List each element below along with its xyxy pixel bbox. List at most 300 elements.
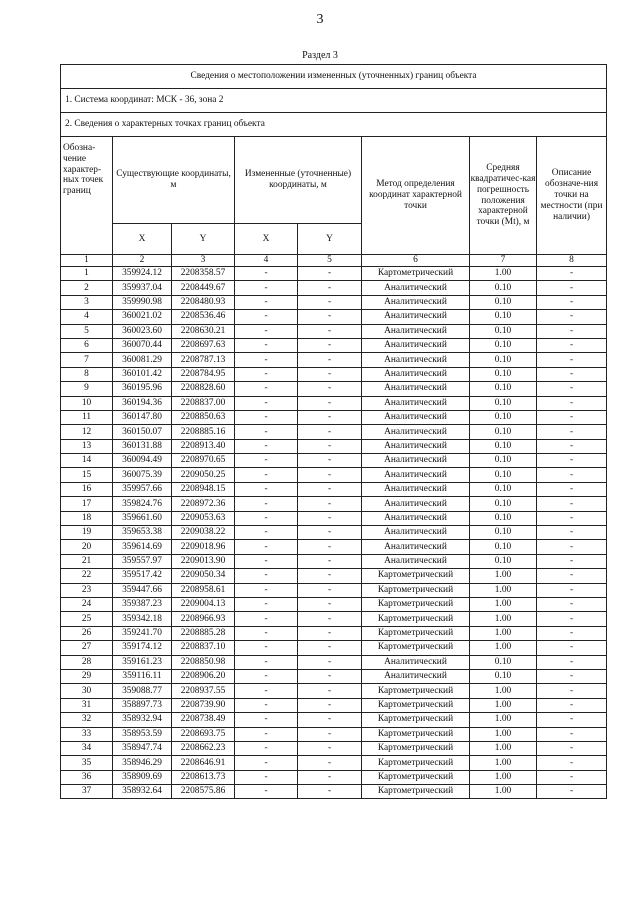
table-row	[61, 583, 607, 597]
table-row	[61, 626, 607, 640]
column-number: 3	[172, 255, 235, 267]
changed-x-cell: -	[235, 756, 298, 770]
accuracy-cell: 0.10	[470, 396, 537, 410]
method-cell: Аналитический	[362, 367, 470, 381]
changed-x-cell: -	[235, 770, 298, 784]
existing-x-cell: 359924.12	[113, 267, 172, 281]
changed-x-cell: -	[235, 382, 298, 396]
description-cell: -	[537, 338, 607, 352]
accuracy-cell: 0.10	[470, 353, 537, 367]
point-id-cell: 3	[61, 295, 113, 309]
column-number: 8	[537, 255, 607, 267]
column-number: 2	[113, 255, 172, 267]
accuracy-cell: 0.10	[470, 454, 537, 468]
existing-y-cell: 2209018.96	[172, 540, 235, 554]
method-cell: Аналитический	[362, 439, 470, 453]
changed-y-cell: -	[298, 727, 362, 741]
method-cell: Аналитический	[362, 353, 470, 367]
header-accuracy: Средняя квадратичес-кая погрешность положения характерной точки (Mt), м	[470, 137, 537, 255]
method-cell: Аналитический	[362, 338, 470, 352]
existing-x-cell: 359174.12	[113, 641, 172, 655]
existing-x-cell: 359342.18	[113, 612, 172, 626]
description-cell: -	[537, 612, 607, 626]
table-row	[61, 497, 607, 511]
method-cell: Аналитический	[362, 410, 470, 424]
existing-y-cell: 2208693.75	[172, 727, 235, 741]
table-row	[61, 526, 607, 540]
point-id-cell: 15	[61, 468, 113, 482]
point-id-cell: 9	[61, 382, 113, 396]
changed-y-cell: -	[298, 770, 362, 784]
point-id-cell: 7	[61, 353, 113, 367]
method-cell: Аналитический	[362, 295, 470, 309]
boundary-points-table	[60, 64, 607, 799]
existing-y-cell: 2208784.95	[172, 367, 235, 381]
changed-y-cell: -	[298, 540, 362, 554]
existing-x-cell: 358909.69	[113, 770, 172, 784]
changed-x-cell: -	[235, 684, 298, 698]
existing-y-cell: 2209038.22	[172, 526, 235, 540]
table-row	[61, 569, 607, 583]
method-cell: Картометрический	[362, 713, 470, 727]
description-cell: -	[537, 554, 607, 568]
point-id-cell: 23	[61, 583, 113, 597]
table-row	[61, 295, 607, 309]
table-row	[61, 727, 607, 741]
changed-x-cell: -	[235, 425, 298, 439]
method-cell: Аналитический	[362, 526, 470, 540]
column-number: 1	[61, 255, 113, 267]
table-row	[61, 367, 607, 381]
table-row	[61, 468, 607, 482]
changed-x-cell: -	[235, 338, 298, 352]
header-existing-x: X	[113, 224, 172, 255]
point-id-cell: 13	[61, 439, 113, 453]
existing-y-cell: 2209050.34	[172, 569, 235, 583]
existing-y-cell: 2208913.40	[172, 439, 235, 453]
method-cell: Аналитический	[362, 482, 470, 496]
existing-x-cell: 360070.44	[113, 338, 172, 352]
header-existing-y: Y	[172, 224, 235, 255]
point-id-cell: 31	[61, 698, 113, 712]
header-existing-coordinates: Существующие координаты, м	[113, 137, 235, 224]
existing-y-cell: 2208449.67	[172, 281, 235, 295]
table-row	[61, 785, 607, 799]
changed-y-cell: -	[298, 367, 362, 381]
accuracy-cell: 0.10	[470, 655, 537, 669]
changed-x-cell: -	[235, 267, 298, 281]
existing-y-cell: 2208613.73	[172, 770, 235, 784]
accuracy-cell: 0.10	[470, 554, 537, 568]
method-cell: Аналитический	[362, 425, 470, 439]
changed-x-cell: -	[235, 597, 298, 611]
point-id-cell: 2	[61, 281, 113, 295]
point-id-cell: 29	[61, 669, 113, 683]
accuracy-cell: 1.00	[470, 684, 537, 698]
point-id-cell: 30	[61, 684, 113, 698]
accuracy-cell: 1.00	[470, 727, 537, 741]
method-cell: Аналитический	[362, 324, 470, 338]
description-cell: -	[537, 727, 607, 741]
column-number: 4	[235, 255, 298, 267]
changed-y-cell: -	[298, 655, 362, 669]
changed-x-cell: -	[235, 410, 298, 424]
existing-y-cell: 2208937.55	[172, 684, 235, 698]
description-cell: -	[537, 669, 607, 683]
accuracy-cell: 1.00	[470, 626, 537, 640]
table-row	[61, 612, 607, 626]
accuracy-cell: 1.00	[470, 698, 537, 712]
existing-x-cell: 359957.66	[113, 482, 172, 496]
existing-y-cell: 2208885.28	[172, 626, 235, 640]
description-cell: -	[537, 583, 607, 597]
description-cell: -	[537, 540, 607, 554]
description-cell: -	[537, 511, 607, 525]
changed-x-cell: -	[235, 454, 298, 468]
column-number-row	[61, 255, 607, 267]
header-point-designation: Обозна-чение характер-ных точек границ	[61, 137, 113, 255]
existing-y-cell: 2208958.61	[172, 583, 235, 597]
point-id-cell: 26	[61, 626, 113, 640]
accuracy-cell: 0.10	[470, 669, 537, 683]
method-cell: Картометрический	[362, 756, 470, 770]
table-row	[61, 281, 607, 295]
point-id-cell: 14	[61, 454, 113, 468]
accuracy-cell: 0.10	[470, 310, 537, 324]
existing-y-cell: 2208828.60	[172, 382, 235, 396]
method-cell: Картометрический	[362, 727, 470, 741]
existing-y-cell: 2208850.98	[172, 655, 235, 669]
point-id-cell: 24	[61, 597, 113, 611]
description-cell: -	[537, 770, 607, 784]
changed-y-cell: -	[298, 554, 362, 568]
existing-y-cell: 2208575.86	[172, 785, 235, 799]
description-cell: -	[537, 497, 607, 511]
existing-x-cell: 358946.29	[113, 756, 172, 770]
method-cell: Картометрический	[362, 267, 470, 281]
changed-x-cell: -	[235, 669, 298, 683]
existing-x-cell: 359116.11	[113, 669, 172, 683]
method-cell: Картометрический	[362, 626, 470, 640]
existing-x-cell: 359990.98	[113, 295, 172, 309]
column-number: 6	[362, 255, 470, 267]
existing-x-cell: 360147.80	[113, 410, 172, 424]
changed-y-cell: -	[298, 353, 362, 367]
method-cell: Картометрический	[362, 583, 470, 597]
changed-x-cell: -	[235, 367, 298, 381]
changed-y-cell: -	[298, 785, 362, 799]
table-row	[61, 382, 607, 396]
table-title: Сведения о местоположении измененных (уточненных) границ объекта	[61, 65, 607, 89]
existing-y-cell: 2208358.57	[172, 267, 235, 281]
description-cell: -	[537, 569, 607, 583]
table-row	[61, 669, 607, 683]
changed-x-cell: -	[235, 713, 298, 727]
point-id-cell: 11	[61, 410, 113, 424]
existing-y-cell: 2208662.23	[172, 741, 235, 755]
column-number: 7	[470, 255, 537, 267]
table-row	[61, 511, 607, 525]
method-cell: Аналитический	[362, 554, 470, 568]
changed-y-cell: -	[298, 669, 362, 683]
existing-x-cell: 358947.74	[113, 741, 172, 755]
changed-x-cell: -	[235, 353, 298, 367]
existing-x-cell: 358932.94	[113, 713, 172, 727]
method-cell: Картометрический	[362, 785, 470, 799]
changed-y-cell: -	[298, 410, 362, 424]
point-id-cell: 12	[61, 425, 113, 439]
description-cell: -	[537, 353, 607, 367]
changed-y-cell: -	[298, 569, 362, 583]
table-row	[61, 267, 607, 281]
method-cell: Аналитический	[362, 281, 470, 295]
accuracy-cell: 0.10	[470, 526, 537, 540]
point-id-cell: 10	[61, 396, 113, 410]
method-cell: Картометрический	[362, 741, 470, 755]
existing-y-cell: 2208787.13	[172, 353, 235, 367]
point-id-cell: 5	[61, 324, 113, 338]
description-cell: -	[537, 684, 607, 698]
accuracy-cell: 0.10	[470, 324, 537, 338]
table-row	[61, 353, 607, 367]
existing-x-cell: 359661.60	[113, 511, 172, 525]
table-body	[61, 267, 607, 799]
method-cell: Аналитический	[362, 382, 470, 396]
accuracy-cell: 0.10	[470, 482, 537, 496]
point-id-cell: 32	[61, 713, 113, 727]
existing-x-cell: 360094.49	[113, 454, 172, 468]
description-cell: -	[537, 310, 607, 324]
table-row	[61, 698, 607, 712]
point-id-cell: 36	[61, 770, 113, 784]
changed-x-cell: -	[235, 785, 298, 799]
existing-y-cell: 2208480.93	[172, 295, 235, 309]
changed-x-cell: -	[235, 468, 298, 482]
point-id-cell: 33	[61, 727, 113, 741]
changed-y-cell: -	[298, 511, 362, 525]
existing-x-cell: 359517.42	[113, 569, 172, 583]
changed-x-cell: -	[235, 396, 298, 410]
accuracy-cell: 1.00	[470, 612, 537, 626]
changed-x-cell: -	[235, 641, 298, 655]
existing-x-cell: 359088.77	[113, 684, 172, 698]
method-cell: Картометрический	[362, 641, 470, 655]
accuracy-cell: 0.10	[470, 295, 537, 309]
existing-y-cell: 2208837.10	[172, 641, 235, 655]
existing-x-cell: 360023.60	[113, 324, 172, 338]
changed-y-cell: -	[298, 626, 362, 640]
boundary-table-frame	[60, 64, 606, 799]
changed-y-cell: -	[298, 482, 362, 496]
point-id-cell: 27	[61, 641, 113, 655]
section-label: Раздел 3	[302, 50, 338, 61]
table-row	[61, 655, 607, 669]
changed-y-cell: -	[298, 698, 362, 712]
method-cell: Картометрический	[362, 612, 470, 626]
point-id-cell: 1	[61, 267, 113, 281]
changed-y-cell: -	[298, 439, 362, 453]
changed-y-cell: -	[298, 597, 362, 611]
existing-x-cell: 360075.39	[113, 468, 172, 482]
accuracy-cell: 1.00	[470, 583, 537, 597]
changed-y-cell: -	[298, 295, 362, 309]
point-id-cell: 28	[61, 655, 113, 669]
changed-x-cell: -	[235, 497, 298, 511]
description-cell: -	[537, 741, 607, 755]
description-cell: -	[537, 756, 607, 770]
existing-x-cell: 360101.42	[113, 367, 172, 381]
description-cell: -	[537, 655, 607, 669]
description-cell: -	[537, 526, 607, 540]
existing-y-cell: 2208738.49	[172, 713, 235, 727]
table-row	[61, 741, 607, 755]
changed-x-cell: -	[235, 295, 298, 309]
existing-x-cell: 358897.73	[113, 698, 172, 712]
changed-y-cell: -	[298, 281, 362, 295]
points-section-title: 2. Сведения о характерных точках границ объекта	[61, 113, 607, 137]
changed-y-cell: -	[298, 468, 362, 482]
existing-x-cell: 359161.23	[113, 655, 172, 669]
method-cell: Картометрический	[362, 698, 470, 712]
table-row	[61, 641, 607, 655]
description-cell: -	[537, 410, 607, 424]
changed-x-cell: -	[235, 741, 298, 755]
existing-y-cell: 2208885.16	[172, 425, 235, 439]
description-cell: -	[537, 396, 607, 410]
existing-x-cell: 360081.29	[113, 353, 172, 367]
table-row	[61, 684, 607, 698]
existing-y-cell: 2208646.91	[172, 756, 235, 770]
table-row	[61, 338, 607, 352]
changed-y-cell: -	[298, 338, 362, 352]
description-cell: -	[537, 597, 607, 611]
table-row	[61, 439, 607, 453]
changed-x-cell: -	[235, 540, 298, 554]
description-cell: -	[537, 468, 607, 482]
accuracy-cell: 0.10	[470, 338, 537, 352]
accuracy-cell: 1.00	[470, 569, 537, 583]
changed-x-cell: -	[235, 324, 298, 338]
accuracy-cell: 1.00	[470, 741, 537, 755]
accuracy-cell: 0.10	[470, 382, 537, 396]
table-row	[61, 540, 607, 554]
coordinate-system-row: 1. Система координат: МСК - 36, зона 2	[61, 89, 607, 113]
description-cell: -	[537, 324, 607, 338]
description-cell: -	[537, 454, 607, 468]
changed-y-cell: -	[298, 583, 362, 597]
method-cell: Аналитический	[362, 540, 470, 554]
existing-x-cell: 358932.64	[113, 785, 172, 799]
method-cell: Аналитический	[362, 669, 470, 683]
table-row	[61, 597, 607, 611]
method-cell: Аналитический	[362, 511, 470, 525]
table-row	[61, 554, 607, 568]
changed-y-cell: -	[298, 526, 362, 540]
point-id-cell: 8	[61, 367, 113, 381]
point-id-cell: 19	[61, 526, 113, 540]
page-number: 3	[316, 12, 324, 27]
method-cell: Аналитический	[362, 655, 470, 669]
changed-y-cell: -	[298, 641, 362, 655]
description-cell: -	[537, 425, 607, 439]
accuracy-cell: 1.00	[470, 641, 537, 655]
changed-x-cell: -	[235, 612, 298, 626]
changed-y-cell: -	[298, 684, 362, 698]
existing-x-cell: 360021.02	[113, 310, 172, 324]
changed-x-cell: -	[235, 281, 298, 295]
existing-x-cell: 360131.88	[113, 439, 172, 453]
changed-y-cell: -	[298, 382, 362, 396]
changed-y-cell: -	[298, 713, 362, 727]
existing-x-cell: 360194.36	[113, 396, 172, 410]
point-id-cell: 22	[61, 569, 113, 583]
existing-x-cell: 359557.97	[113, 554, 172, 568]
table-row	[61, 770, 607, 784]
accuracy-cell: 0.10	[470, 425, 537, 439]
point-id-cell: 18	[61, 511, 113, 525]
table-row	[61, 410, 607, 424]
existing-x-cell: 359653.38	[113, 526, 172, 540]
existing-x-cell: 359937.04	[113, 281, 172, 295]
accuracy-cell: 0.10	[470, 468, 537, 482]
accuracy-cell: 1.00	[470, 785, 537, 799]
existing-y-cell: 2208970.65	[172, 454, 235, 468]
point-id-cell: 37	[61, 785, 113, 799]
changed-x-cell: -	[235, 554, 298, 568]
changed-x-cell: -	[235, 511, 298, 525]
existing-y-cell: 2208837.00	[172, 396, 235, 410]
method-cell: Картометрический	[362, 770, 470, 784]
accuracy-cell: 0.10	[470, 439, 537, 453]
accuracy-cell: 1.00	[470, 267, 537, 281]
description-cell: -	[537, 482, 607, 496]
changed-x-cell: -	[235, 583, 298, 597]
changed-x-cell: -	[235, 526, 298, 540]
accuracy-cell: 0.10	[470, 497, 537, 511]
header-changed-y: Y	[298, 224, 362, 255]
point-id-cell: 34	[61, 741, 113, 755]
changed-x-cell: -	[235, 439, 298, 453]
point-id-cell: 17	[61, 497, 113, 511]
table-row	[61, 324, 607, 338]
table-row	[61, 756, 607, 770]
method-cell: Картометрический	[362, 684, 470, 698]
existing-x-cell: 359241.70	[113, 626, 172, 640]
accuracy-cell: 0.10	[470, 410, 537, 424]
changed-y-cell: -	[298, 267, 362, 281]
changed-y-cell: -	[298, 497, 362, 511]
description-cell: -	[537, 713, 607, 727]
description-cell: -	[537, 382, 607, 396]
column-number: 5	[298, 255, 362, 267]
method-cell: Картометрический	[362, 597, 470, 611]
description-cell: -	[537, 439, 607, 453]
changed-y-cell: -	[298, 612, 362, 626]
accuracy-cell: 0.10	[470, 367, 537, 381]
accuracy-cell: 1.00	[470, 756, 537, 770]
changed-y-cell: -	[298, 396, 362, 410]
point-id-cell: 25	[61, 612, 113, 626]
header-method: Метод определения координат характерной точки	[362, 137, 470, 255]
point-id-cell: 4	[61, 310, 113, 324]
header-changed-coordinates: Измененные (уточненные) координаты, м	[235, 137, 362, 224]
table-row	[61, 713, 607, 727]
changed-x-cell: -	[235, 727, 298, 741]
point-id-cell: 35	[61, 756, 113, 770]
existing-y-cell: 2209004.13	[172, 597, 235, 611]
changed-x-cell: -	[235, 310, 298, 324]
description-cell: -	[537, 281, 607, 295]
